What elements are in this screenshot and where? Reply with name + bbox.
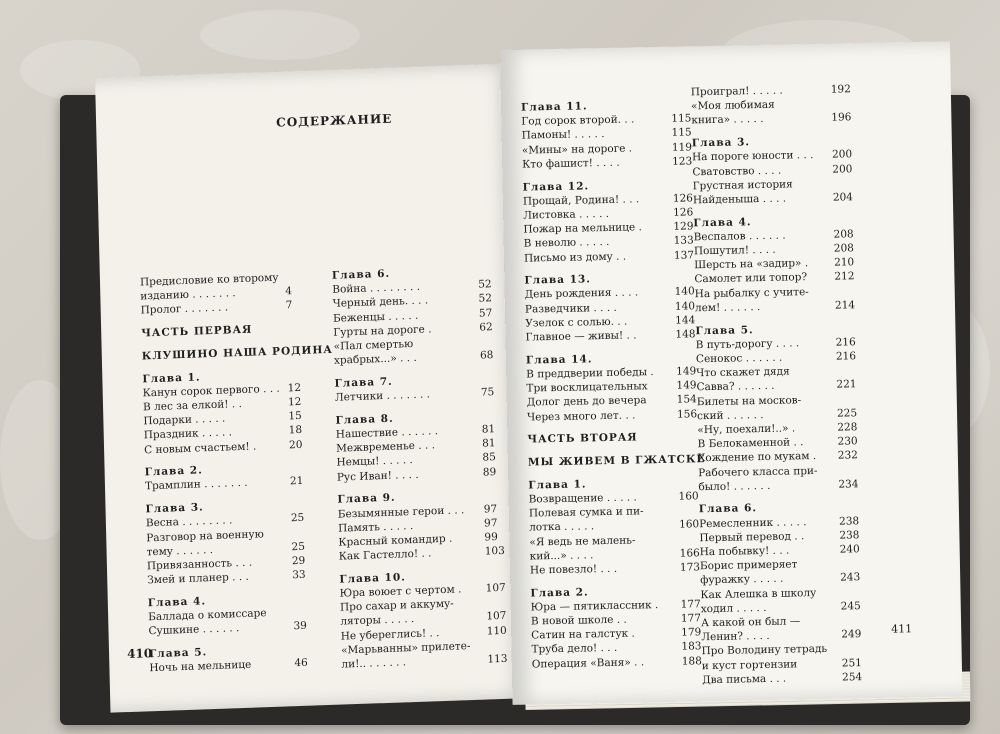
toc-title: лотка . . . . . xyxy=(529,520,595,534)
toc-title: День рождения . . . . xyxy=(524,286,639,302)
toc-page-number: 192 xyxy=(830,83,851,96)
toc-title: На пороге юности . . . xyxy=(691,149,814,164)
toc-title: Труба дело! . . . xyxy=(531,642,618,656)
toc-title: Операция «Ваня» . . xyxy=(531,655,645,671)
toc-title: Про сахар и аккуму- xyxy=(339,597,454,614)
toc-title: Памоны! . . . . . xyxy=(521,128,605,142)
toc-title: Юра — пятиклассник . xyxy=(530,598,659,614)
toc-page-number: 234 xyxy=(838,477,859,491)
toc-page-number: 232 xyxy=(837,449,859,462)
toc-page-number: 39 xyxy=(293,620,308,633)
toc-title: Рабочего класса при- xyxy=(698,464,818,479)
toc-page-number: 18 xyxy=(288,424,303,437)
toc-title: Память . . . . . xyxy=(337,519,414,535)
toc-title: Через много лет. . . xyxy=(526,409,636,424)
toc-title: Полевая сумка и пи- xyxy=(528,505,644,520)
toc-title: Год сорок второй. . . xyxy=(521,113,635,128)
toc-page-number: 156 xyxy=(676,407,698,421)
toc-title: Змей и планер . . . xyxy=(147,570,249,587)
toc-title: Разведчики . . . . xyxy=(524,301,617,316)
toc-title: Борис примеряет xyxy=(699,558,798,573)
toc-page-number: 52 xyxy=(478,292,493,306)
toc-title: На рыбалку с учите- xyxy=(694,285,809,300)
toc-title: В путь-дорогу . . . . xyxy=(695,337,800,352)
toc-title: В Белокаменной . . xyxy=(697,436,804,451)
toc-title: изданию . . . . . . . xyxy=(140,287,236,303)
toc-title: МЫ ЖИВЕМ В ГЖАТСКЕ xyxy=(527,453,706,469)
toc-page-number: 107 xyxy=(485,581,506,595)
right-page xyxy=(500,41,962,705)
toc-title: Ремесленник . . . . . xyxy=(699,515,807,530)
toc-page-number: 200 xyxy=(831,148,853,161)
toc-title: кий...» . . . . xyxy=(529,549,594,563)
toc-page-number: 119 xyxy=(671,140,693,154)
toc-page-number: 177 xyxy=(680,598,701,611)
toc-page-number: 97 xyxy=(483,502,498,516)
toc-title: Проиграл! . . . . . xyxy=(690,84,783,99)
toc-page-number: 200 xyxy=(832,162,853,176)
toc-page-number: 137 xyxy=(673,248,695,262)
toc-page-number: 113 xyxy=(487,652,508,666)
toc-title: Глава 3. xyxy=(691,136,751,150)
toc-page-number: 29 xyxy=(291,554,306,568)
toc-title: фуражку . . . . . xyxy=(700,573,784,587)
toc-title: ходил . . . . . xyxy=(700,601,767,616)
toc-page-number: 97 xyxy=(483,516,498,530)
toc-title: Сенокос . . . . . . xyxy=(695,351,783,366)
toc-title: Межвременье . . . xyxy=(336,439,436,455)
toc-page-number: 25 xyxy=(291,540,306,554)
toc-page-number: 4 xyxy=(285,285,293,298)
toc-title: Немцы! . . . . . xyxy=(336,454,413,470)
toc-page-number: 183 xyxy=(681,640,702,654)
toc-title: Глава 11. xyxy=(520,100,588,114)
toc-page-number: 52 xyxy=(478,278,492,291)
toc-page-number: 148 xyxy=(675,328,696,341)
toc-title: Безымянные герои . . . xyxy=(337,503,465,521)
toc-page-number: 179 xyxy=(681,626,702,639)
toc-page-number: 228 xyxy=(837,421,858,434)
toc-title: Шерсть на «задир» . xyxy=(694,257,809,272)
toc-title: Долог день до вечера xyxy=(526,394,647,409)
toc-title: С новым счастьем! . xyxy=(143,440,257,456)
toc-page-number: 149 xyxy=(676,379,697,392)
toc-page-number: 62 xyxy=(479,320,493,334)
toc-title: Глава 6. xyxy=(698,502,758,516)
toc-page-number: 173 xyxy=(679,561,701,574)
toc-page-number: 225 xyxy=(836,406,858,420)
toc-title: ляторы . . . . . xyxy=(340,613,415,629)
toc-page-number: 129 xyxy=(673,220,694,233)
toc-title: Глава 1. xyxy=(142,370,201,385)
toc-page-number: 57 xyxy=(478,306,493,320)
toc-page-number: 212 xyxy=(834,270,855,284)
toc-title: Глава 5. xyxy=(148,646,208,661)
toc-title: Не повезло! . . . xyxy=(529,562,618,577)
toc-page-number: 144 xyxy=(675,314,696,327)
toc-page-number: 15 xyxy=(288,410,302,423)
toc-title: Красный командир . xyxy=(338,532,453,549)
toc-title: Глава 14. xyxy=(525,353,593,367)
toc-page-number: 110 xyxy=(486,624,507,638)
toc-title: Листовка . . . . . xyxy=(523,207,610,222)
toc-title: Веспалов . . . . . . xyxy=(693,229,786,244)
toc-title: Кто фашист! . . . . xyxy=(522,156,620,171)
toc-page-number: 238 xyxy=(839,529,860,542)
toc-page-number: 123 xyxy=(672,155,693,168)
toc-page-number: 238 xyxy=(838,514,860,528)
toc-page-number: 254 xyxy=(841,671,863,684)
toc-title: Глава 8. xyxy=(335,412,394,427)
toc-page-number: 216 xyxy=(835,335,856,349)
toc-page-number: 166 xyxy=(679,546,700,560)
toc-page-number: 75 xyxy=(480,386,495,399)
toc-title: Гурты на дороге . xyxy=(333,323,432,339)
toc-title: «Пал смертью xyxy=(333,337,414,353)
toc-page-number: 133 xyxy=(673,234,694,248)
toc-title: Глава 4. xyxy=(147,595,207,610)
toc-page-number: 81 xyxy=(481,423,496,436)
toc-page-number: 115 xyxy=(671,112,692,125)
toc-page-number: 251 xyxy=(841,656,862,670)
toc-page-number: 188 xyxy=(681,654,702,668)
toc-page-number: 177 xyxy=(680,612,702,625)
toc-page-number: 208 xyxy=(833,242,855,255)
toc-title: Первый перевод . . xyxy=(699,530,805,545)
toc-title: Самолет или топор? xyxy=(694,271,808,286)
toc-title: Война . . . . . . . . xyxy=(332,280,421,296)
toc-page-number: 245 xyxy=(840,600,861,613)
toc-title: Глава 4. xyxy=(693,215,752,229)
toc-title: и куст гортензии xyxy=(701,658,798,672)
toc-title: Юра воюет с чертом . xyxy=(339,583,462,600)
toc-title: Глава 6. xyxy=(331,267,391,282)
toc-title: «Ну, поехали!..» . xyxy=(697,422,796,437)
toc-title: Глава 2. xyxy=(530,586,589,600)
toc-title: Ленин? . . . . xyxy=(701,630,770,644)
toc-title: В лес за елкой! . . xyxy=(142,397,243,414)
toc-title: В новой школе . . xyxy=(530,613,627,628)
toc-title: Билеты на москов- xyxy=(696,393,802,408)
toc-page-number: 99 xyxy=(484,531,498,544)
toc-page-number: 240 xyxy=(839,543,860,556)
toc-page-number: 21 xyxy=(289,475,304,488)
toc-title: Что скажет дядя xyxy=(696,365,790,380)
toc-title: «Моя любимая xyxy=(691,98,775,113)
toc-page-number: 89 xyxy=(482,465,497,479)
toc-title: Письмо из дому . . xyxy=(523,250,627,265)
toc-page-number: 126 xyxy=(672,192,694,205)
toc-title: Пожар на мельнице . xyxy=(523,221,643,236)
toc-page-number: 140 xyxy=(674,299,696,313)
toc-title: «Мины» на дороге . xyxy=(521,142,633,157)
toc-title: Глава 12. xyxy=(522,179,590,194)
toc-page-number: 140 xyxy=(674,285,695,299)
toc-page-number: 33 xyxy=(292,568,306,582)
toc-title: Разговор на военную xyxy=(146,527,264,544)
toc-title: Не уберeглись! . . xyxy=(340,626,440,643)
toc-title: Найденыша . . . . xyxy=(692,192,787,207)
toc-page-number: 20 xyxy=(288,438,303,451)
toc-page-number: 12 xyxy=(287,381,302,395)
toc-title: Главное — живы! . . xyxy=(525,329,637,344)
toc-title: Глава 7. xyxy=(334,375,393,390)
toc-page-number: 46 xyxy=(294,656,308,670)
toc-page-number: 126 xyxy=(673,206,694,219)
toc-page-number: 115 xyxy=(671,126,692,140)
toc-title: Хождение по мукам . xyxy=(697,450,817,465)
toc-page-number: 81 xyxy=(482,437,496,450)
toc-page-number: 12 xyxy=(287,395,302,409)
toc-title: тему . . . . . . xyxy=(146,543,214,559)
toc-title: Возвращение . . . . . xyxy=(528,491,637,506)
toc-title: храбрых...» . . . xyxy=(333,352,417,367)
toc-page-number: 221 xyxy=(836,378,857,391)
toc-page-number: 204 xyxy=(832,191,854,204)
toc-title: В преддверии победы . xyxy=(526,366,654,381)
toc-title: Черный день. . . . xyxy=(332,294,429,311)
toc-title: Два письма . . . xyxy=(702,672,787,687)
toc-title: Привязанность . . . xyxy=(146,556,253,573)
left-page xyxy=(95,63,530,712)
toc-title: Узелок с солью. . . xyxy=(525,315,628,330)
toc-title: ЧАСТЬ ПЕРВАЯ xyxy=(141,323,253,340)
toc-title: Прощай, Родина! . . . xyxy=(522,193,640,208)
toc-title: В неволю . . . . . xyxy=(523,236,610,250)
toc-title: Ночь на мельнице xyxy=(149,658,252,675)
toc-title: Канун сорок первого . . . xyxy=(142,382,280,400)
toc-title: Нашествие . . . . . . xyxy=(335,425,439,441)
toc-title: Грустная история xyxy=(692,178,793,193)
toc-title: было! . . . . . . xyxy=(698,479,771,494)
toc-title: Весна . . . . . . . . xyxy=(145,514,233,530)
toc-title: Пошутил! . . . . xyxy=(693,243,776,258)
toc-title: ли!.. . . . . . . xyxy=(341,656,407,671)
toc-title: Сушкине . . . . . . xyxy=(148,622,240,638)
toc-title: Глава 10. xyxy=(339,571,406,586)
toc-page-number: 230 xyxy=(837,435,858,448)
toc-title: Летчики . . . . . . . xyxy=(334,388,431,404)
toc-page-number: 25 xyxy=(290,512,305,525)
toc-page-number: 216 xyxy=(835,350,857,363)
toc-title: Глава 9. xyxy=(337,491,396,507)
toc-title: Беженцы . . . . . xyxy=(332,309,419,325)
toc-title: Про Володину тетрадь xyxy=(701,643,828,658)
toc-page-number: 68 xyxy=(479,349,494,362)
toc-title: Пролог . . . . . . . xyxy=(140,301,229,317)
toc-title: ЧАСТЬ ВТОРАЯ xyxy=(527,431,638,446)
toc-title: Подарки . . . . . xyxy=(143,412,226,428)
toc-page-number: 208 xyxy=(833,228,854,241)
toc-title: Как Гастелло! . . xyxy=(338,547,432,563)
toc-title: А какой он был — xyxy=(700,615,801,630)
toc-page-number: 107 xyxy=(486,610,507,623)
toc-page-number: 154 xyxy=(676,393,697,407)
toc-title: Трамплин . . . . . . . xyxy=(144,477,248,493)
toc-title: «Марьванны» прилете- xyxy=(340,639,471,657)
toc-title: Глава 2. xyxy=(144,464,203,479)
toc-title: КЛУШИНО НАША РОДИНА xyxy=(141,343,334,363)
toc-title: На побывку! . . . xyxy=(699,544,790,559)
toc-title: Глава 5. xyxy=(695,323,754,337)
toc-title: Три восклицательных xyxy=(526,380,648,395)
toc-title: книга» . . . . . xyxy=(691,113,764,127)
toc-title: «Я ведь не малень- xyxy=(529,534,636,549)
page-number: 410 xyxy=(126,646,153,662)
page-number: 411 xyxy=(891,622,913,636)
toc-page-number: 103 xyxy=(484,544,505,558)
toc-title: Сатин на галстук . xyxy=(531,627,635,642)
toc-page-number: 149 xyxy=(676,365,697,378)
toc-page-number: 210 xyxy=(834,256,855,269)
toc-title: Рус Иван! . . . . xyxy=(336,468,419,484)
toc-page-number: 249 xyxy=(841,628,862,641)
toc-title: Как Алешка в школу xyxy=(700,586,817,601)
toc-title: Праздник . . . . . xyxy=(143,426,233,442)
toc-title: Предисловие ко второму xyxy=(139,271,279,289)
toc-page-number: 160 xyxy=(679,518,700,531)
toc-page-number: 214 xyxy=(834,299,856,312)
page-title: СОДЕРЖАНИЕ xyxy=(276,111,393,130)
toc-title: Глава 13. xyxy=(524,273,592,287)
toc-page-number: 160 xyxy=(678,490,699,503)
toc-page-number: 243 xyxy=(840,571,861,585)
toc-title: Сватовство . . . . xyxy=(692,164,782,178)
toc-title: Глава 1. xyxy=(528,478,587,492)
toc-title: Глава 3. xyxy=(145,501,204,516)
toc-page-number: 196 xyxy=(831,111,852,125)
toc-title: ский . . . . . . xyxy=(696,408,764,423)
toc-title: лем! . . . . . . xyxy=(694,300,761,315)
toc-title: Савва? . . . . . . xyxy=(696,380,775,394)
toc-title: Баллада о комиссаре xyxy=(148,607,267,624)
toc-page-number: 85 xyxy=(482,451,497,465)
toc-page-number: 7 xyxy=(285,299,293,312)
